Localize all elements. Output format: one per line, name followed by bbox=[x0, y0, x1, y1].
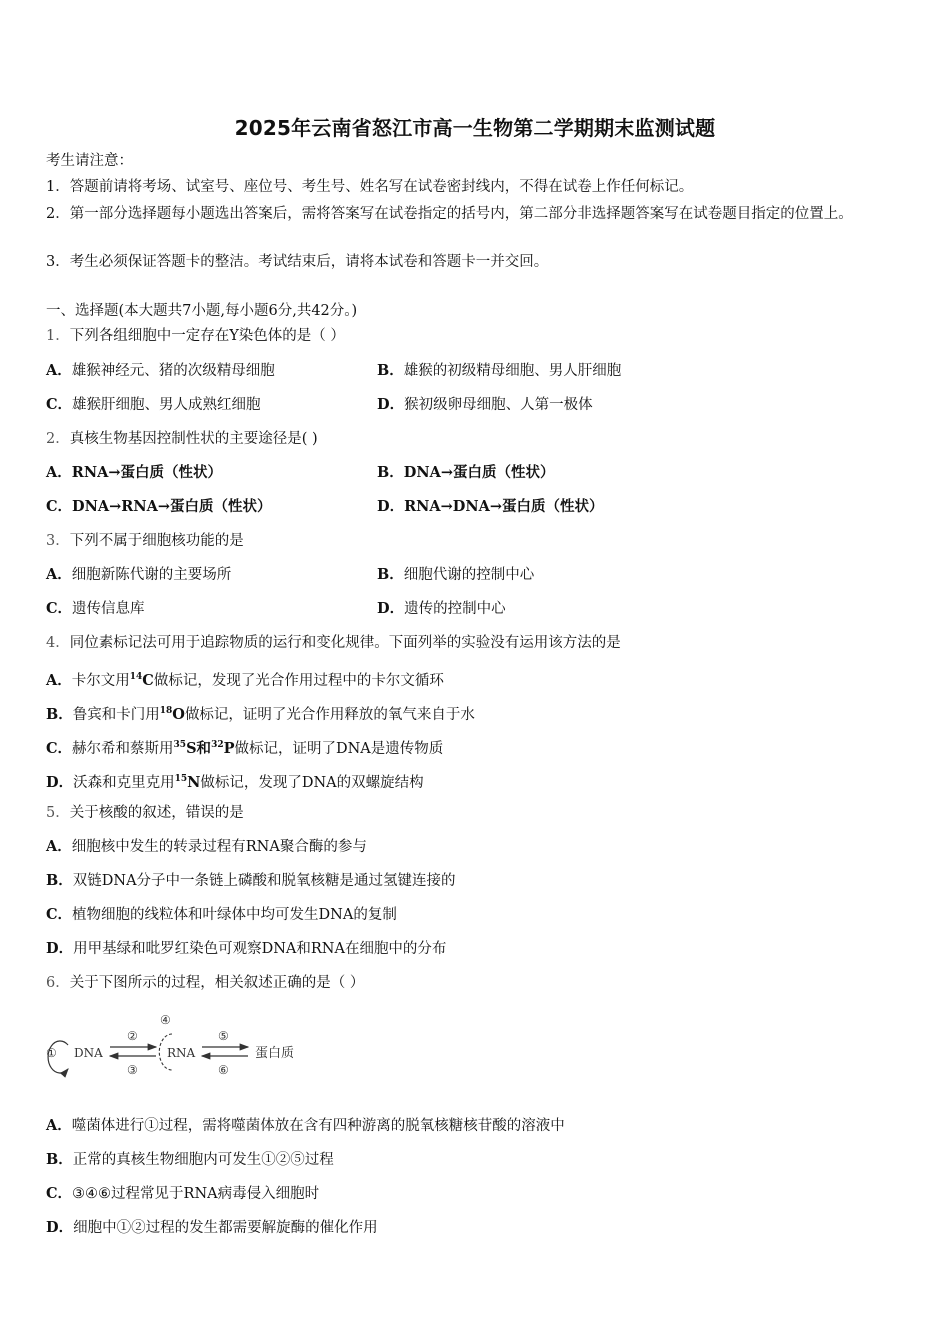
option-label: A． bbox=[46, 566, 72, 583]
option-text: 植物细胞的线粒体和叶绿体中均可发生DNA的复制 bbox=[72, 907, 397, 923]
question-number: 2． bbox=[46, 431, 70, 447]
option-label: D． bbox=[377, 498, 405, 515]
option-text: 鲁宾和卡门用 bbox=[72, 706, 160, 723]
question-5 bbox=[46, 803, 244, 823]
option-text: 细胞中①②过程的发生都需要解旋酶的催化作用 bbox=[73, 1220, 378, 1236]
option-label: C． bbox=[46, 906, 73, 923]
q2-option-c[interactable] bbox=[46, 497, 271, 517]
isotope-element: C bbox=[142, 671, 154, 689]
q2-option-b[interactable] bbox=[377, 463, 555, 483]
option-label: C． bbox=[46, 739, 73, 757]
option-text: 做标记，发现了DNA的双螺旋结构 bbox=[200, 774, 424, 791]
isotope-mass: 18 bbox=[159, 706, 173, 716]
process-1-label: ① bbox=[46, 1046, 57, 1060]
option-text: 做标记，发现了光合作用过程中的卡尔文循环 bbox=[153, 672, 444, 689]
isotope-element: O bbox=[172, 705, 185, 723]
option-text: 沃森和克里克用 bbox=[73, 774, 175, 791]
isotope-mass-2: 32 bbox=[211, 740, 224, 750]
question-stem: 真核生物基因控制性状的主要途径是( ) bbox=[69, 431, 318, 447]
option-text: DNA→RNA→蛋白质（性状） bbox=[72, 498, 272, 515]
option-label: B． bbox=[377, 566, 404, 583]
q1-option-d[interactable] bbox=[377, 395, 593, 415]
q5-option-a[interactable] bbox=[46, 837, 367, 857]
q2-option-d[interactable] bbox=[377, 497, 604, 517]
option-text: DNA→蛋白质（性状） bbox=[403, 464, 555, 481]
q3-option-c[interactable] bbox=[46, 599, 145, 619]
q4-option-c[interactable] bbox=[46, 735, 443, 759]
notice-item-3: 3．考生必须保证答题卡的整洁。考试结束后，请将本试卷和答题卡一并交回。 bbox=[46, 254, 549, 270]
section-heading: 一、选择题(本大题共7小题,每小题6分,共42分。) bbox=[46, 303, 358, 319]
option-text: 遗传的控制中心 bbox=[404, 601, 506, 617]
q3-option-b[interactable] bbox=[377, 565, 534, 585]
question-stem: 关于下图所示的过程，相关叙述正确的是（ ） bbox=[69, 975, 365, 991]
question-number: 3． bbox=[46, 533, 70, 549]
option-text: 做标记，证明了DNA是遗传物质 bbox=[234, 740, 444, 757]
q4-option-a[interactable] bbox=[46, 667, 444, 691]
option-label: D． bbox=[46, 940, 74, 957]
option-text: 细胞代谢的控制中心 bbox=[403, 567, 535, 583]
process-4-label: ④ bbox=[160, 1013, 171, 1027]
option-label: C． bbox=[46, 498, 73, 515]
option-text: 遗传信息库 bbox=[72, 601, 145, 617]
question-1 bbox=[46, 326, 345, 346]
question-2 bbox=[46, 429, 318, 449]
q3-option-d[interactable] bbox=[377, 599, 506, 619]
process-2-label: ② bbox=[127, 1029, 138, 1043]
isotope-element: S和 bbox=[186, 739, 212, 757]
protein-label: 蛋白质 bbox=[255, 1046, 295, 1061]
central-dogma-diagram bbox=[44, 1012, 304, 1084]
page-title: 2025年云南省怒江市高一生物第二学期期末监测试题 bbox=[234, 116, 716, 140]
q6-option-a[interactable] bbox=[46, 1116, 565, 1136]
option-label: B． bbox=[46, 872, 73, 889]
option-text: 做标记，证明了光合作用释放的氧气来自于水 bbox=[184, 706, 475, 723]
q1-option-c[interactable] bbox=[46, 395, 261, 415]
q3-option-a[interactable] bbox=[46, 565, 231, 585]
option-label: D． bbox=[46, 1219, 74, 1236]
option-text: RNA→蛋白质（性状） bbox=[71, 464, 222, 481]
isotope-mass: 14 bbox=[129, 672, 143, 682]
question-3 bbox=[46, 531, 244, 551]
option-text: 双链DNA分子中一条链上磷酸和脱氧核糖是通过氢键连接的 bbox=[72, 873, 456, 889]
q6-option-c[interactable] bbox=[46, 1184, 319, 1204]
option-label: B． bbox=[46, 1151, 73, 1168]
question-number: 6． bbox=[46, 975, 70, 991]
option-label: C． bbox=[46, 600, 73, 617]
notice-item-1: 1．答题前请将考场、试室号、座位号、考生号、姓名写在试卷密封线内，不得在试卷上作任何标记。 bbox=[46, 179, 694, 195]
question-6 bbox=[46, 973, 364, 993]
option-text: 猴初级卵母细胞、人第一极体 bbox=[404, 397, 593, 413]
question-4 bbox=[46, 633, 621, 653]
q6-option-b[interactable] bbox=[46, 1150, 334, 1170]
process-5-label: ⑤ bbox=[218, 1029, 229, 1043]
process-3-label: ③ bbox=[127, 1063, 138, 1077]
option-label: B． bbox=[377, 362, 404, 379]
q1-option-a[interactable] bbox=[46, 361, 275, 381]
option-label: D． bbox=[377, 396, 405, 413]
question-stem: 同位素标记法可用于追踪物质的运行和变化规律。下面列举的实验没有运用该方法的是 bbox=[69, 635, 621, 651]
option-text: 细胞核中发生的转录过程有RNA聚合酶的参与 bbox=[71, 839, 367, 855]
q1-option-b[interactable] bbox=[377, 361, 621, 381]
isotope-element-2: P bbox=[223, 739, 235, 757]
option-label: C． bbox=[46, 1185, 73, 1202]
option-label: A． bbox=[46, 838, 72, 855]
question-number: 1． bbox=[46, 328, 70, 344]
option-text: 噬菌体进行①过程，需将噬菌体放在含有四种游离的脱氧核糖核苷酸的溶液中 bbox=[71, 1118, 565, 1134]
q2-option-a[interactable] bbox=[46, 463, 222, 483]
q5-option-b[interactable] bbox=[46, 871, 456, 891]
option-label: A． bbox=[46, 1117, 72, 1134]
rna-label: RNA bbox=[167, 1046, 196, 1060]
q6-option-d[interactable] bbox=[46, 1218, 378, 1238]
question-stem: 下列各组细胞中一定存在Y染色体的是（ ） bbox=[69, 328, 345, 344]
option-label: A． bbox=[46, 671, 72, 689]
q5-option-d[interactable] bbox=[46, 939, 446, 959]
isotope-mass: 15 bbox=[174, 774, 188, 784]
question-stem: 下列不属于细胞核功能的是 bbox=[69, 533, 244, 549]
question-number: 4． bbox=[46, 635, 70, 651]
option-label: D． bbox=[46, 773, 74, 791]
q4-option-d[interactable] bbox=[46, 769, 424, 793]
dna-label: DNA bbox=[74, 1046, 103, 1060]
option-label: C． bbox=[46, 396, 73, 413]
option-text: 用甲基绿和吡罗红染色可观察DNA和RNA在细胞中的分布 bbox=[73, 941, 447, 957]
option-label: A． bbox=[46, 464, 72, 481]
notice-heading: 考生请注意： bbox=[46, 153, 133, 169]
option-label: B． bbox=[46, 705, 73, 723]
option-label: D． bbox=[377, 600, 405, 617]
q5-option-c[interactable] bbox=[46, 905, 397, 925]
q4-option-b[interactable] bbox=[46, 701, 475, 725]
isotope-element: N bbox=[187, 773, 201, 791]
option-text: RNA→DNA→蛋白质（性状） bbox=[404, 498, 604, 515]
question-stem: 关于核酸的叙述，错误的是 bbox=[69, 805, 244, 821]
option-text: 细胞新陈代谢的主要场所 bbox=[71, 567, 232, 583]
option-text: ③④⑥过程常见于RNA病毒侵入细胞时 bbox=[72, 1186, 320, 1202]
question-number: 5． bbox=[46, 805, 70, 821]
option-text: 雄猴肝细胞、男人成熟红细胞 bbox=[72, 397, 261, 413]
option-text: 雄猴的初级精母细胞、男人肝细胞 bbox=[403, 363, 622, 379]
option-text: 正常的真核生物细胞内可发生①②⑤过程 bbox=[72, 1152, 334, 1168]
isotope-mass: 35 bbox=[173, 740, 187, 750]
process-6-label: ⑥ bbox=[218, 1063, 229, 1077]
option-text: 卡尔文用 bbox=[71, 672, 130, 689]
option-label: A． bbox=[46, 362, 72, 379]
option-text: 雄猴神经元、猪的次级精母细胞 bbox=[71, 363, 275, 379]
option-text: 赫尔希和蔡斯用 bbox=[72, 740, 174, 757]
notice-item-2: 2．第一部分选择题每小题选出答案后，需将答案写在试卷指定的括号内，第二部分非选择题答案写在试卷题目指定的位置上。 bbox=[46, 206, 853, 222]
option-label: B． bbox=[377, 464, 404, 481]
